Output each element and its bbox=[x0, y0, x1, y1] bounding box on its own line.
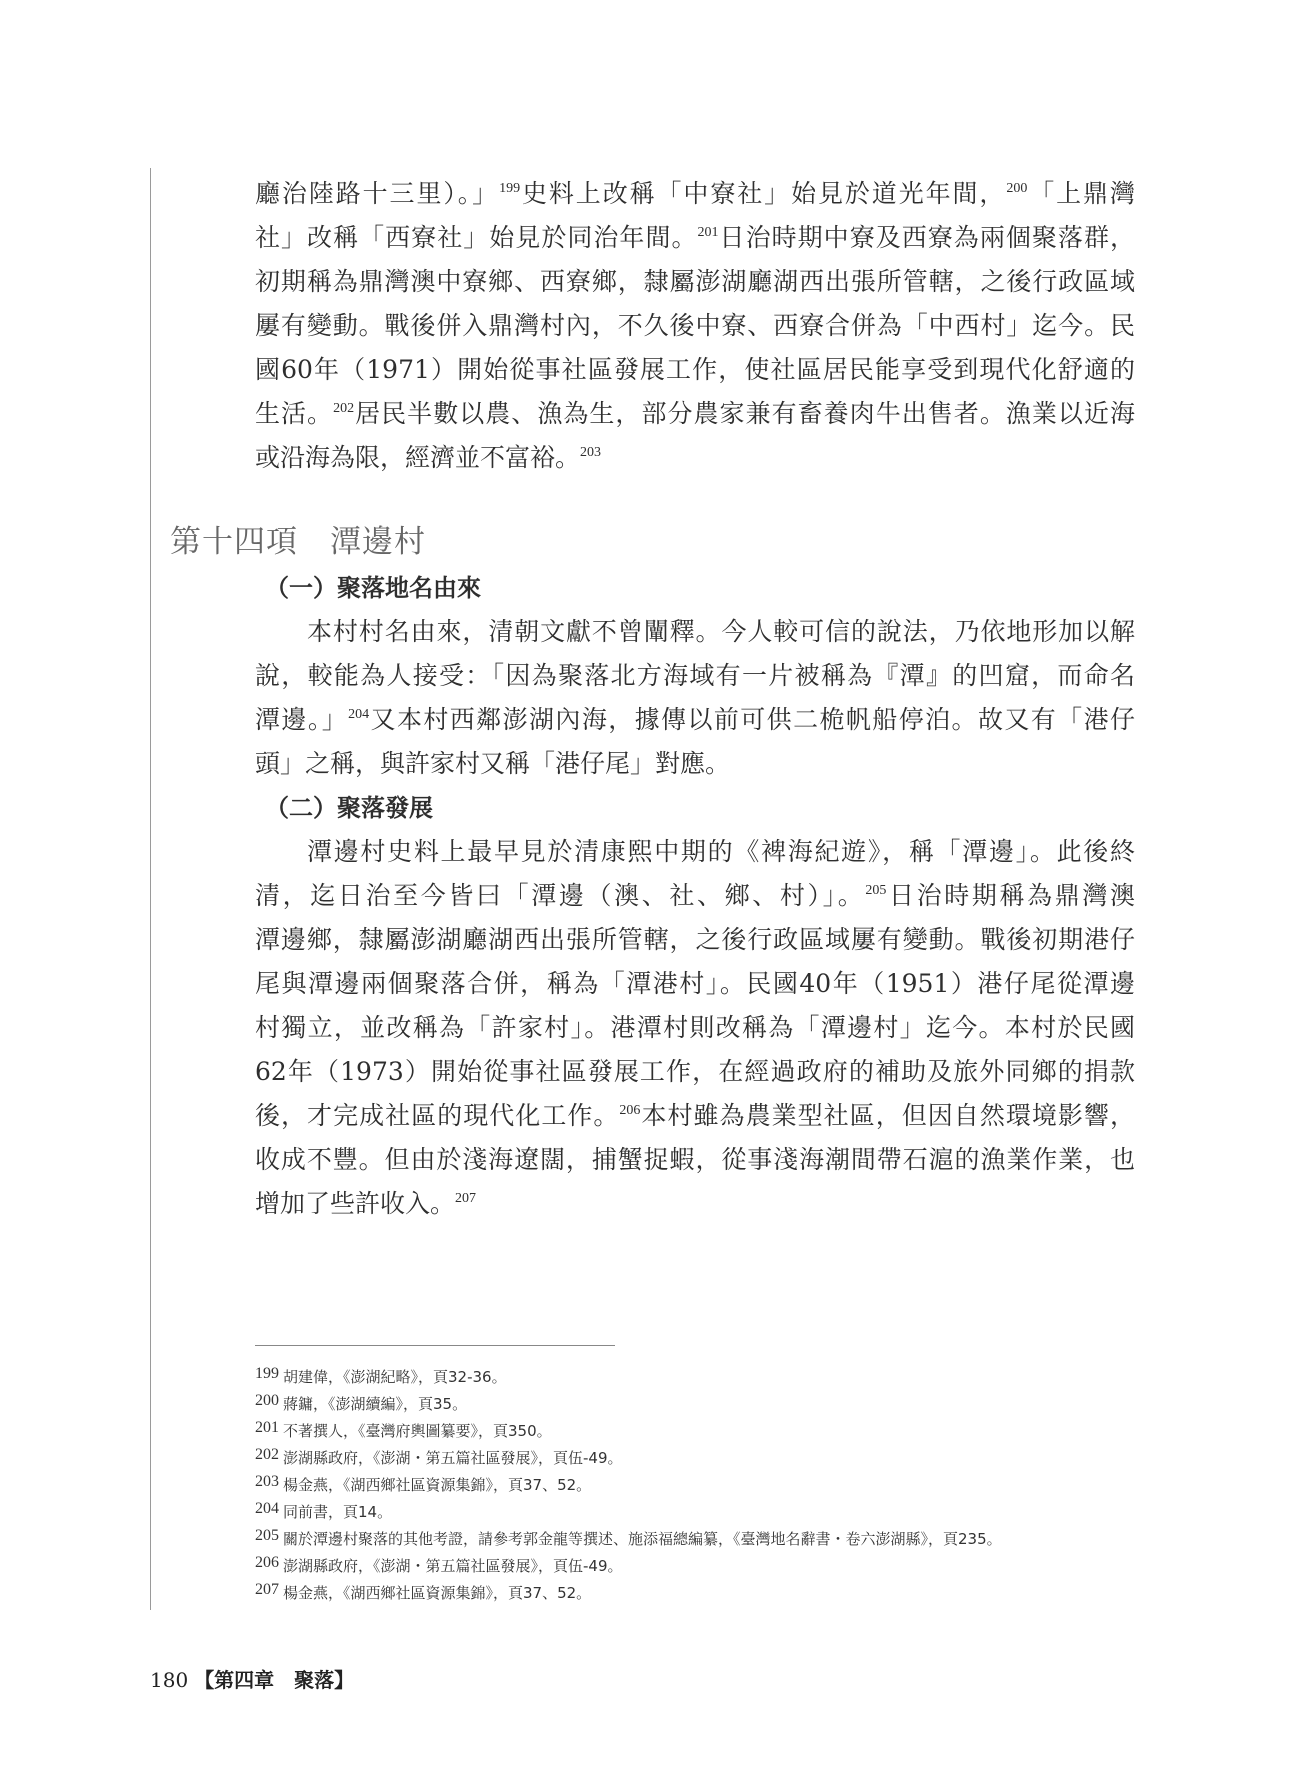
text-line bbox=[255, 742, 1135, 786]
text-run: 初期稱為鼎灣澳中寮鄉、西寮鄉，隸屬澎湖廳湖西出張所管轄，之後行政區域 bbox=[255, 267, 1135, 296]
footnote-item bbox=[255, 1522, 1002, 1549]
paragraph-section-1 bbox=[255, 172, 1135, 480]
text-line bbox=[255, 1182, 1135, 1226]
text-run: 社」改稱「西寮社」始見於同治年間。 bbox=[255, 223, 698, 252]
footnote-ref[interactable]: 204 bbox=[348, 707, 370, 722]
text-run: 居民半數以農、漁為生，部分農家兼有畜養肉牛出售者。漁業以近海 bbox=[354, 399, 1135, 428]
footnote-text: 同前書，頁14。 bbox=[283, 1503, 393, 1521]
text-run: 頭」之稱，與許家村又稱「港仔尾」對應。 bbox=[255, 749, 731, 778]
section-heading: 第十四項 潭邊村 bbox=[170, 524, 426, 560]
text-line bbox=[255, 874, 1135, 918]
footnote-number: 206 bbox=[255, 1554, 279, 1571]
text-run: 廳治陸路十三里）。」 bbox=[255, 179, 500, 208]
text-run: 本村雖為農業型社區，但因自然環境影響， bbox=[640, 1101, 1135, 1130]
footnote-text: 不著撰人，《臺灣府輿圖纂要》，頁350。 bbox=[283, 1422, 552, 1440]
footnote-number: 202 bbox=[255, 1446, 279, 1463]
text-line bbox=[255, 348, 1135, 392]
footnote-ref[interactable]: 206 bbox=[619, 1103, 641, 1118]
footnote-ref[interactable]: 205 bbox=[865, 883, 887, 898]
footnote-number: 205 bbox=[255, 1527, 279, 1544]
text-line bbox=[255, 610, 1135, 654]
text-run: 收成不豐。但由於淺海遼闊，捕蟹捉蝦，從事淺海潮間帶石滬的漁業作業，也 bbox=[255, 1145, 1135, 1174]
footnote-divider bbox=[255, 1345, 615, 1346]
footnote-text: 關於潭邊村聚落的其他考證，請參考郭金龍等撰述、施添福總編纂，《臺灣地名辭書・卷六澎湖縣》，頁235。 bbox=[283, 1530, 1002, 1548]
text-line bbox=[255, 698, 1135, 742]
subsection-2-title: （二）聚落發展 bbox=[265, 793, 433, 822]
text-run: 潭邊鄉，隸屬澎湖廳湖西出張所管轄，之後行政區域屢有變動。戰後初期港仔 bbox=[255, 925, 1135, 954]
footnotes bbox=[255, 1360, 1002, 1603]
text-run: 增加了些許收入。 bbox=[255, 1189, 456, 1218]
text-run: 國60年（1971）開始從事社區發展工作，使社區居民能享受到現代化舒適的 bbox=[255, 355, 1135, 384]
text-line bbox=[255, 1094, 1135, 1138]
footnote-text: 胡建偉，《澎湖紀略》，頁32-36。 bbox=[283, 1368, 507, 1386]
footnote-ref[interactable]: 199 bbox=[499, 181, 521, 196]
chapter-label: 【第四章 聚落】 bbox=[194, 1668, 355, 1692]
footnote-number: 204 bbox=[255, 1500, 279, 1517]
footnote-number: 200 bbox=[255, 1392, 279, 1409]
footnote-item bbox=[255, 1495, 1002, 1522]
footnote-number: 199 bbox=[255, 1365, 279, 1382]
text-run: 「上鼎灣 bbox=[1027, 179, 1135, 208]
text-run: 生活。 bbox=[255, 399, 334, 428]
footnote-ref[interactable]: 207 bbox=[455, 1191, 477, 1206]
footnote-text: 澎湖縣政府，《澎湖・第五篇社區發展》，頁伍-49。 bbox=[283, 1557, 623, 1575]
text-line bbox=[255, 1050, 1135, 1094]
text-run: 後，才完成社區的現代化工作。 bbox=[255, 1101, 620, 1130]
text-line bbox=[255, 830, 1135, 874]
text-line bbox=[255, 918, 1135, 962]
text-line bbox=[255, 654, 1135, 698]
text-run: 村獨立，並改稱為「許家村」。港潭村則改稱為「潭邊村」迄今。本村於民國 bbox=[255, 1013, 1135, 1042]
text-run: 屢有變動。戰後併入鼎灣村內，不久後中寮、西寮合併為「中西村」迄今。民 bbox=[255, 311, 1135, 340]
footnote-item bbox=[255, 1360, 1002, 1387]
page-footer bbox=[150, 1664, 354, 1693]
subsection-1 bbox=[255, 566, 1135, 1226]
subsection-1-title: （一）聚落地名由來 bbox=[265, 573, 481, 602]
page-number: 180 bbox=[150, 1668, 189, 1692]
footnote-item bbox=[255, 1549, 1002, 1576]
footnote-item bbox=[255, 1441, 1002, 1468]
text-run: 說，較能為人接受：「因為聚落北方海域有一片被稱為『潭』的凹窟，而命名 bbox=[255, 661, 1135, 690]
text-line bbox=[255, 1138, 1135, 1182]
text-run: 日治時期中寮及西寮為兩個聚落群， bbox=[718, 223, 1135, 252]
text-run: 或沿海為限，經濟並不富裕。 bbox=[255, 443, 581, 472]
footnote-number: 201 bbox=[255, 1419, 279, 1436]
text-line bbox=[255, 436, 1135, 480]
footnote-ref[interactable]: 202 bbox=[333, 401, 355, 416]
text-line bbox=[255, 392, 1135, 436]
text-run: 日治時期稱為鼎灣澳 bbox=[886, 881, 1135, 910]
text-run: 又本村西鄰澎湖內海，據傳以前可供二桅帆船停泊。故又有「港仔 bbox=[369, 705, 1135, 734]
text-line bbox=[255, 304, 1135, 348]
footnote-text: 澎湖縣政府，《澎湖・第五篇社區發展》，頁伍-49。 bbox=[283, 1449, 623, 1467]
text-line bbox=[255, 260, 1135, 304]
text-line bbox=[255, 962, 1135, 1006]
footnote-ref[interactable]: 203 bbox=[580, 445, 602, 460]
footnote-item bbox=[255, 1414, 1002, 1441]
text-run: 清，迄日治至今皆曰「潭邊（澳、社、鄉、村）」。 bbox=[255, 881, 866, 910]
margin-rule bbox=[150, 168, 151, 1610]
text-line bbox=[255, 1006, 1135, 1050]
text-run: 潭邊村史料上最早見於清康熙中期的《裨海紀遊》，稱「潭邊」。此後終 bbox=[307, 837, 1135, 866]
text-run: 潭邊。」 bbox=[255, 705, 349, 734]
text-run: 史料上改稱「中寮社」始見於道光年間， bbox=[520, 179, 1007, 208]
footnote-number: 203 bbox=[255, 1473, 279, 1490]
footnote-item bbox=[255, 1468, 1002, 1495]
footnote-text: 蔣鏞，《澎湖續編》，頁35。 bbox=[283, 1395, 468, 1413]
text-run: 62年（1973）開始從事社區發展工作，在經過政府的補助及旅外同鄉的捐款 bbox=[255, 1057, 1135, 1086]
footnote-ref[interactable]: 200 bbox=[1006, 181, 1028, 196]
footnote-ref[interactable]: 201 bbox=[697, 225, 719, 240]
footnote-item bbox=[255, 1576, 1002, 1603]
footnote-item bbox=[255, 1387, 1002, 1414]
text-run: 本村村名由來，清朝文獻不曾闡釋。今人較可信的說法，乃依地形加以解 bbox=[307, 617, 1135, 646]
footnote-number: 207 bbox=[255, 1581, 279, 1598]
text-line bbox=[255, 172, 1135, 216]
footnote-text: 楊金燕，《湖西鄉社區資源集錦》，頁37、52。 bbox=[283, 1476, 592, 1494]
footnote-text: 楊金燕，《湖西鄉社區資源集錦》，頁37、52。 bbox=[283, 1584, 592, 1602]
text-run: 尾與潭邊兩個聚落合併，稱為「潭港村」。民國40年（1951）港仔尾從潭邊 bbox=[255, 969, 1135, 998]
text-line bbox=[255, 216, 1135, 260]
